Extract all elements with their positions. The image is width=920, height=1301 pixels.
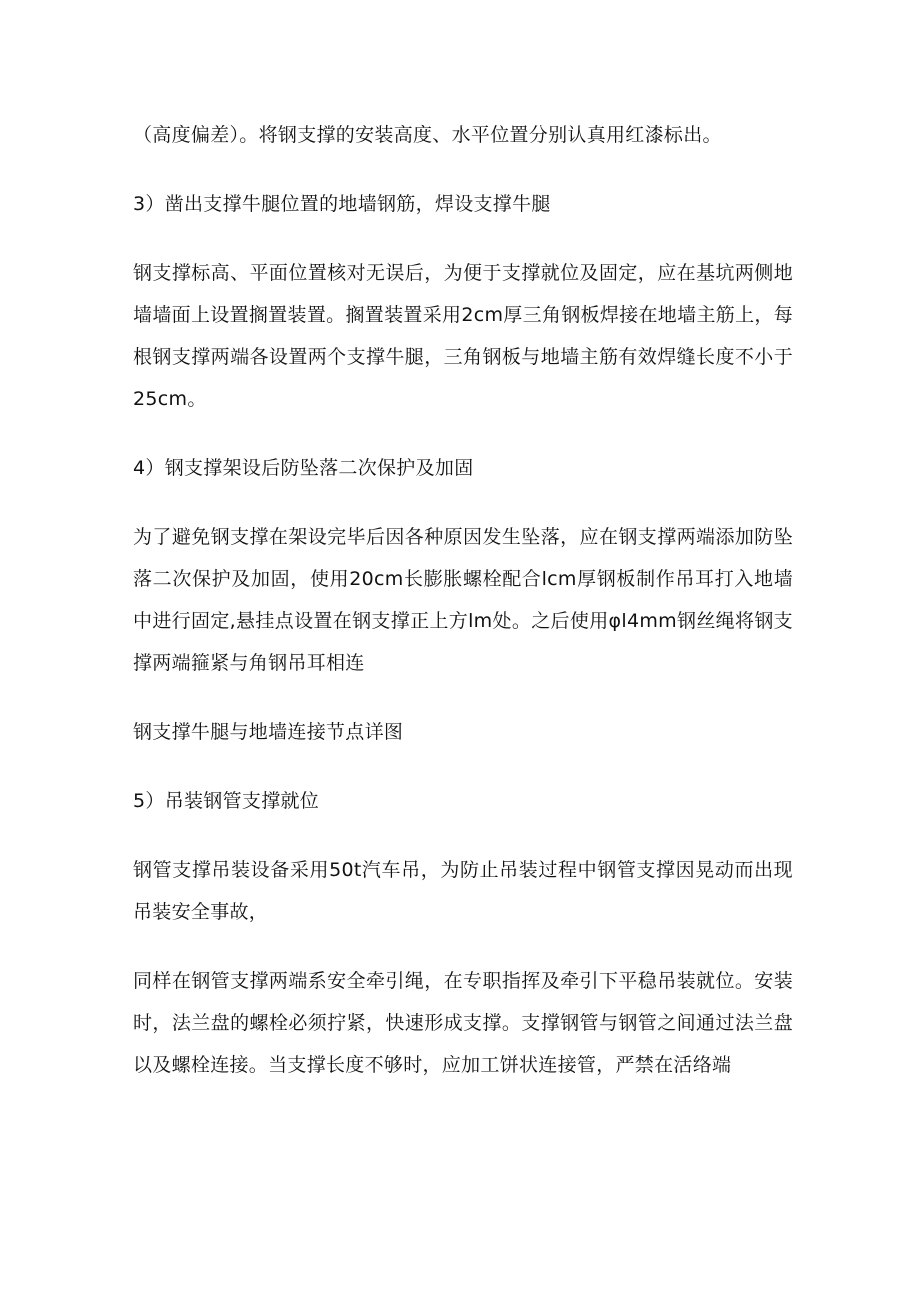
paragraph-crane-lifting: 钢管支撑吊装设备采用50t汽车吊，为防止吊装过程中钢管支撑因晃动而出现吊装安全事故， bbox=[133, 859, 793, 923]
heading-step-5: 5）吊装钢管支撑就位 bbox=[133, 790, 320, 812]
paragraph-fall-protection: 为了避免钢支撑在架设完毕后因各种原因发生坠落，应在钢支撑两端添加防坠落二次保护及加固，使用20cm长膨胀螺栓配合lcm厚钢板制作吊耳打入地墙中进行固定,悬挂点设置在钢支撑正上方lm处。之后使用φl4mm钢丝绳将钢支撑两端箍紧与角钢吊耳相连 bbox=[133, 526, 793, 674]
figure-caption: 钢支撑牛腿与地墙连接节点详图 bbox=[133, 721, 404, 743]
paragraph-bracket-install: 钢支撑标高、平面位置核对无误后，为便于支撑就位及固定，应在基坑两侧地墙墙面上设置搁置装置。搁置装置采用2cm厚三角钢板焊接在地墙主筋上，每根钢支撑两端各设置两个支撑牛腿，三角钢板与地墙主筋有效焊缝长度不小于25cm。 bbox=[133, 262, 793, 410]
paragraph-height-deviation: （高度偏差）。将钢支撑的安装高度、水平位置分别认真用红漆标出。 bbox=[133, 124, 722, 146]
paragraph-flange-connection: 同样在钢管支撑两端系安全牵引绳，在专职指挥及牵引下平稳吊装就位。安装时，法兰盘的螺栓必须拧紧，快速形成支撑。支撑钢管与钢管之间通过法兰盘以及螺栓连接。当支撑长度不够时，应加工饼状连接管，严禁在活络端 bbox=[133, 970, 793, 1076]
heading-step-3: 3）凿出支撑牛腿位置的地墙钢筋，焊设支撑牛腿 bbox=[133, 193, 551, 215]
heading-step-4: 4）钢支撑架设后防坠落二次保护及加固 bbox=[133, 457, 474, 479]
document-body bbox=[133, 114, 793, 1086]
